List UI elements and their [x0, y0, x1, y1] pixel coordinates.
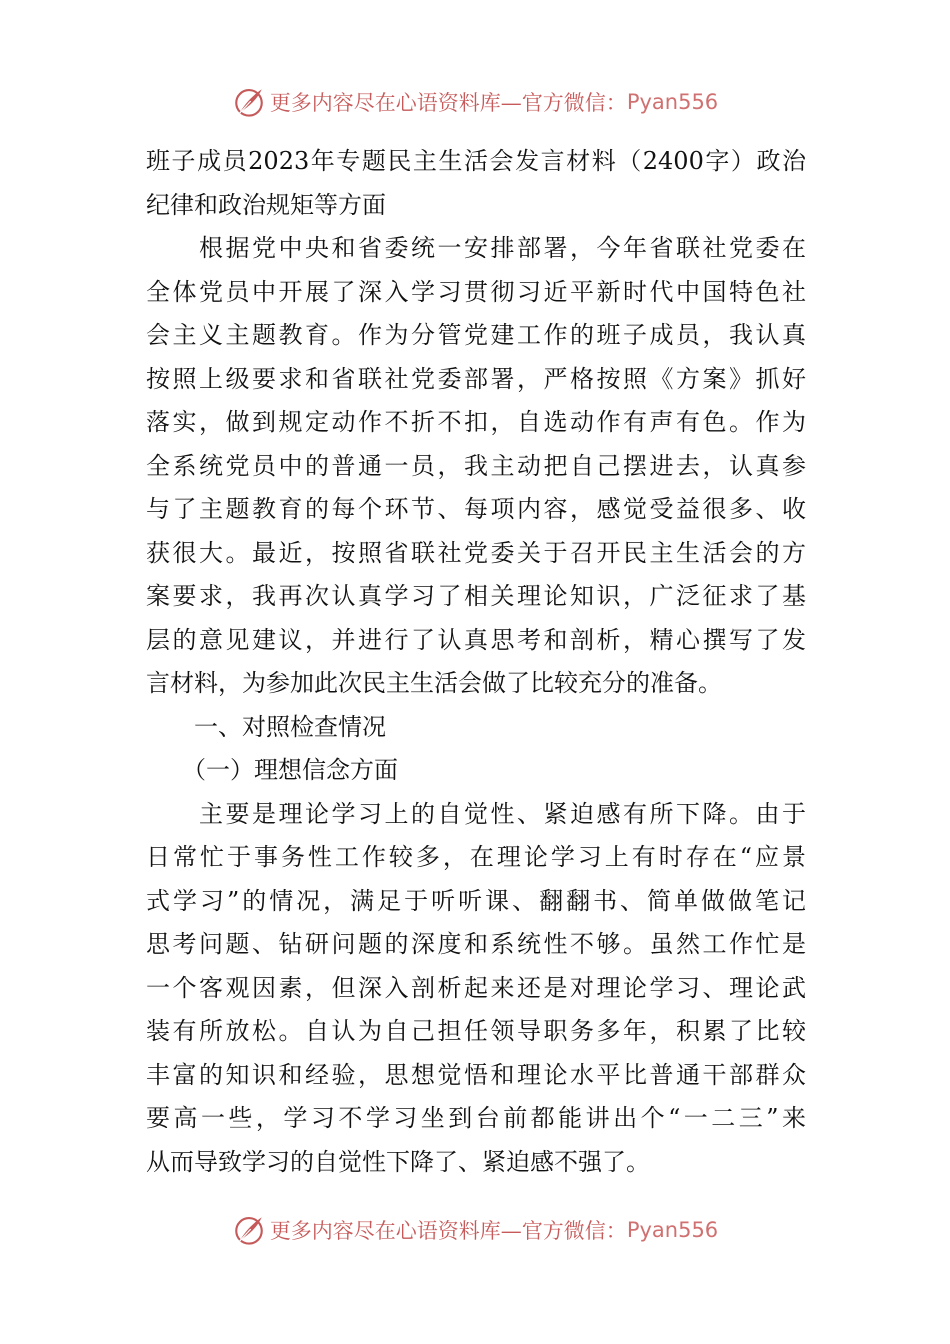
text-line: 根据党中央和省委统一安排部署，今年省联社党委在 — [146, 234, 806, 262]
header-watermark — [0, 82, 950, 122]
text-line: 言材料，为参加此次民主生活会做了比较充分的准备。 — [146, 669, 722, 697]
text-line: 丰富的知识和经验，思想觉悟和理论水平比普通干部群众 — [146, 1060, 806, 1089]
text-line: 式学习”的情况，满足于听听课、翻翻书、简单做做笔记 — [146, 886, 806, 915]
text-line: 案要求，我再次认真学习了相关理论知识，广泛征求了基 — [146, 582, 806, 610]
footer-watermark — [0, 1210, 950, 1250]
text-line: 获很大。最近，按照省联社党委关于召开民主生活会的方 — [146, 538, 806, 567]
quill-logo-icon — [232, 85, 266, 119]
text-line: 日常忙于事务性工作较多，在理论学习上有时存在“应景 — [146, 843, 806, 871]
text-line: 主要是理论学习上的自觉性、紧迫感有所下降。由于 — [146, 799, 806, 828]
watermark-sub-label: 官方微信： — [521, 1219, 627, 1243]
text-line: 班子成员2023年专题民主生活会发言材料（2400字）政治 — [146, 147, 806, 175]
watermark-main-text: 更多内容尽在心语资料库— — [269, 1219, 522, 1243]
text-line: 一个客观因素，但深入剖析起来还是对理论学习、理论武 — [146, 973, 806, 1002]
text-line: 与了主题教育的每个环节、每项内容，感觉受益很多、收 — [146, 495, 806, 523]
text-line: 全体党员中开展了深入学习贯彻习近平新时代中国特色社 — [146, 277, 806, 306]
text-line: 思考问题、钻研问题的深度和系统性不够。虽然工作忙是 — [146, 930, 806, 958]
watermark-sub-label: 官方微信： — [521, 91, 627, 115]
text-line: 纪律和政治规矩等方面 — [146, 190, 386, 219]
watermark-main-text: 更多内容尽在心语资料库— — [269, 91, 522, 115]
text-line: 全系统党员中的普通一员，我主动把自己摆进去，认真参 — [146, 451, 806, 480]
text-line: 按照上级要求和省联社党委部署，严格按照《方案》抓好 — [146, 364, 806, 393]
document-body — [146, 140, 806, 1184]
text-line: 装有所放松。自认为自己担任领导职务多年，积累了比较 — [146, 1017, 806, 1045]
text-line: 层的意见建议，并进行了认真思考和剖析，精心撰写了发 — [146, 625, 806, 654]
text-line: 落实，做到规定动作不折不扣，自选动作有声有色。作为 — [146, 408, 806, 436]
text-line: 要高一些，学习不学习坐到台前都能讲出个“一二三”来 — [146, 1104, 806, 1132]
text-line: 会主义主题教育。作为分管党建工作的班子成员，我认真 — [146, 321, 806, 349]
text-line: 从而导致学习的自觉性下降了、紧迫感不强了。 — [146, 1147, 650, 1176]
quill-logo-icon — [232, 1213, 266, 1247]
text-line: 一、对照检查情况 — [146, 712, 386, 741]
watermark-wechat-id: Pyan556 — [626, 90, 719, 114]
text-line: （一）理想信念方面 — [146, 756, 398, 784]
watermark-wechat-id: Pyan556 — [626, 1218, 719, 1242]
